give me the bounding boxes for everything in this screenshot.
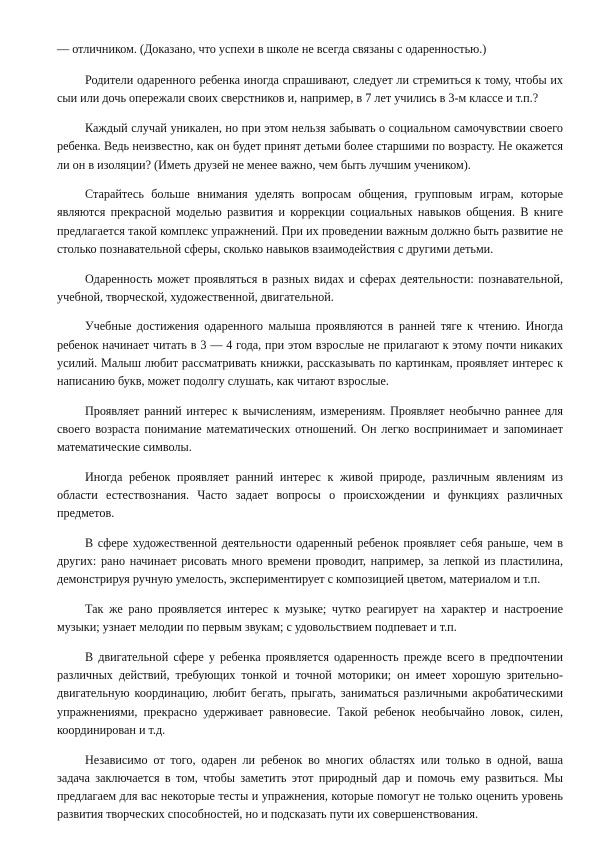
paragraph-art: В сфере художественной деятельности одаренный ребенок проявляет себя раньше, чем в других: рано начинает рисовать много времени проводит, например, за лепкой из пластилина, демонстрируя ручную умелость, экспериментирует с композицией цветом, материалом и т.п.: [57, 535, 563, 587]
document-page: [57, 40, 563, 835]
paragraph-parents-question: Родители одаренного ребенка иногда спрашивают, следует ли стремиться к тому, чтобы их сыи или дочь опережали своих сверстников и, например, в 7 лет учились в 3-м классе и т.п.?: [57, 73, 563, 106]
paragraph-giftedness-areas: Одаренность может проявляться в разных видах и сферах деятельности: познавательной, учебной, творческой, художественной, двигательной.: [57, 271, 563, 304]
paragraph-communication-games: Старайтесь больше внимания уделять вопросам общения, групповым играм, которые являются прекрасной моделью развития и коррекции социальных навыков общения. В книге предлагается такой комплекс упражнений. При их проведении важным должно быть развитие не столько познавательной сферы, сколько навыков взаимодействия с другими детьми.: [57, 187, 563, 256]
paragraph-conclusion: Независимо от того, одарен ли ребенок во многих областях или только в одной, ваша задача заключается в том, чтобы заметить этот природный дар и помочь ему развиться. Мы предлагаем для вас некоторые тесты и упражнения, которые помогут не только оценить уровень развития творческих способностей, но и подсказать пути их совершенствования.: [57, 752, 563, 822]
paragraph-math: Проявляет ранний интерес к вычислениям, измерениям. Проявляет необычно раннее для своего возраста понимание математических отношений. Он легко воспринимает и запоминает математические символы.: [57, 403, 563, 455]
paragraph-nature: Иногда ребенок проявляет ранний интерес к живой природе, различным явлениям из области естествознания. Часто задает вопросы о происхождении и функциях различных предметов.: [57, 469, 563, 521]
paragraph-motor: В двигательной сфере у ребенка проявляется одаренность прежде всего в предпочтении различных действий, требующих тонкой и точной моторики; он имеет хорошую зрительно-двигательную координацию, любит бегать, прыгать, заниматься различными акробатическими упражнениями, прекрасно удерживает равновесие. Такой ребенок необычайно ловок, силен, координирован и т.д.: [57, 649, 563, 737]
paragraph-reading: Учебные достижения одаренного малыша проявляются в ранней тяге к чтению. Иногда ребенок начинает читать в 3 — 4 года, при этом взрослые не прилагают к этому почти никаких усилий. Малыш любит рассматривать книжки, рассказывать по картинкам, проявляет интерес к написанию букв, может подолгу слушать, как читают взрослые.: [57, 319, 563, 389]
paragraph-social-wellbeing: Каждый случай уникален, но при этом нельзя забывать о социальном самочувствии своего ребенка. Ведь неизвестно, как он будет принят детьми более старшими по возрасту. Не окажется ли он в изоляции? (Иметь друзей не менее важно, чем быть лучшим учеником).: [57, 121, 563, 172]
paragraph-music: Так же рано проявляется интерес к музыке; чутко реагирует на характер и настроение музыки; узнает мелодии по первым звукам; с удовольствием подпевает и т.п.: [57, 602, 563, 635]
paragraph-continuation: — отличником. (Доказано, что успехи в школе не всегда связаны с одаренностью.): [57, 42, 487, 56]
